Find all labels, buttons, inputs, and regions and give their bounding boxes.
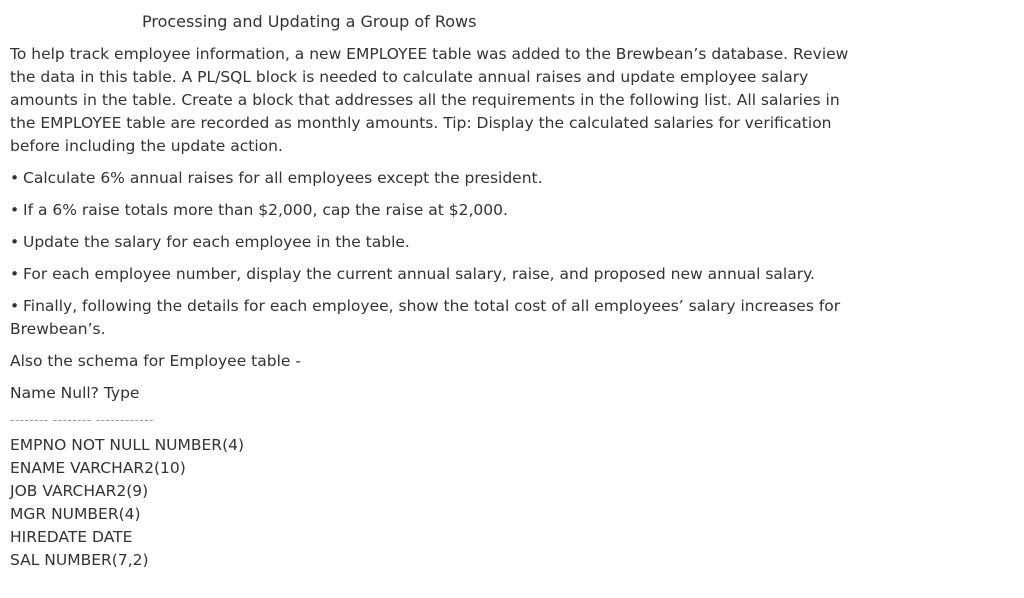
requirement-text: If a 6% raise totals more than $2,000, cap the raise at $2,000. — [23, 201, 508, 219]
schema-divider: -------- -------- ------------ — [10, 413, 154, 427]
bullet-icon: • — [10, 233, 20, 251]
requirement-item — [10, 199, 850, 222]
title-bar — [10, 10, 910, 34]
bullet-icon: • — [10, 265, 20, 283]
page-title: Processing and Updating a Group of Rows — [142, 12, 477, 31]
requirement-item — [10, 263, 850, 286]
schema-row: ENAME VARCHAR2(10) — [10, 459, 186, 477]
bullet-icon: • — [10, 169, 20, 187]
schema-row: HIREDATE DATE — [10, 528, 133, 546]
intro-paragraph: To help track employee information, a new EMPLOYEE table was added to the Brewbean’s database. Review the data in this table. A PL/SQL block is needed to calculate annual raises and update employee salary amounts in the table. Create a block that addresses all the requirements in the following list. All salaries in the EMPLOYEE table are recorded as monthly amounts. Tip: Display the calculated salaries for verification before including the update action. — [10, 45, 849, 155]
title-thumbnail — [10, 12, 138, 32]
schema-intro: Also the schema for Employee table - — [10, 352, 301, 370]
requirement-text: Update the salary for each employee in the table. — [23, 233, 410, 251]
requirement-item — [10, 167, 850, 190]
requirement-item — [10, 231, 850, 254]
requirement-text: Calculate 6% annual raises for all employees except the president. — [23, 169, 543, 187]
requirement-text: For each employee number, display the current annual salary, raise, and proposed new annual salary. — [23, 265, 815, 283]
schema-list — [10, 434, 850, 572]
schema-row: JOB VARCHAR2(9) — [10, 482, 149, 500]
requirement-item — [10, 295, 850, 341]
schema-header: Name Null? Type — [10, 384, 140, 402]
schema-row: MGR NUMBER(4) — [10, 505, 141, 523]
schema-row: SAL NUMBER(7,2) — [10, 551, 149, 569]
bullet-icon: • — [10, 201, 20, 219]
bullet-icon: • — [10, 297, 20, 315]
requirement-text: Finally, following the details for each employee, show the total cost of all employees’ salary increases for Brewbean’s. — [10, 297, 841, 338]
document-body — [10, 43, 850, 572]
schema-row: EMPNO NOT NULL NUMBER(4) — [10, 436, 245, 454]
document-page — [10, 0, 1010, 598]
